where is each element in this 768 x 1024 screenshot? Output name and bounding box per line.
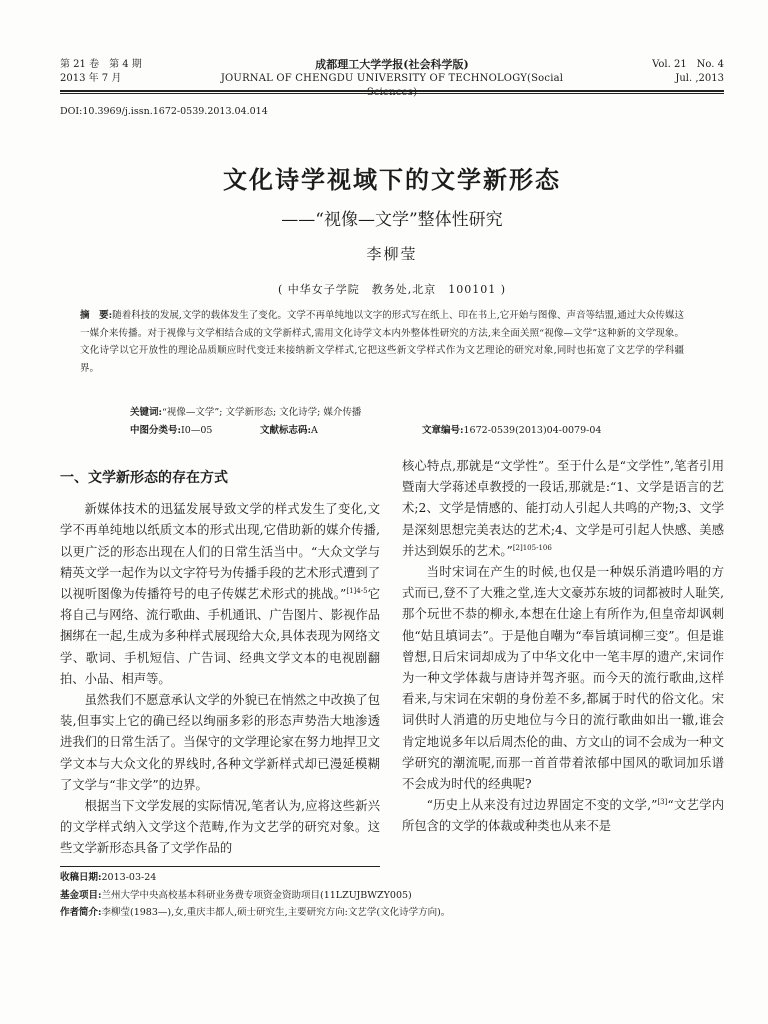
- keywords-text: “视像—文学”; 文学新形态; 文化诗学; 媒介传播: [162, 407, 362, 418]
- received-label: 收稿日期:: [60, 872, 102, 883]
- paragraph-text: “历史上从来没有过边界固定不变的文学,”: [426, 798, 658, 813]
- fund-project: [60, 887, 724, 905]
- citation: [2]105-106: [512, 543, 552, 552]
- journal-name-en: JOURNAL OF CHENGDU UNIVERSITY OF TECHNOLOGY(Social Sciences): [220, 73, 564, 98]
- article-value: 1672-0539(2013)04-0079-04: [463, 425, 602, 436]
- paragraph: [60, 499, 380, 690]
- keywords-label: 关键词:: [130, 407, 163, 418]
- paragraph: [402, 456, 724, 562]
- body-column-right: [402, 456, 724, 838]
- bio-value: 李柳莹(1983—),女,重庆丰都人,硕士研究生,主要研究方向:文艺学(文化诗学方向)。: [101, 907, 451, 918]
- received-date: [60, 869, 724, 887]
- doc-label: 文献标志码:: [260, 425, 312, 436]
- volume-issue-cn: 第 21 卷 第 4 期: [60, 59, 142, 70]
- paragraph-text: 它将自己与网络、流行歌曲、手机通讯、广告图片、影视作品捆绑在一起,生成为多种样式展现给大众,具体表现为网络文学、歌词、手机短信、广告词、经典文学文本的电视剧翻拍、小品、相声等。: [60, 587, 380, 686]
- volume-issue-en: Vol. 21 No. 4: [652, 59, 724, 70]
- paragraph-text: 新媒体技术的迅猛发展导致文学的样式发生了变化,文学不再单纯地以纸质文本的形式出现,它借助新的媒介传播,以更广泛的形态出现在人们的日常生活当中。“大众文学与精英文学一起作为以文字符号为传播手段的艺术形式遭到了以视听图像为传播符号的电子传媒艺术形式的挑战。”: [60, 502, 380, 602]
- abstract-label: 摘 要:: [80, 310, 113, 321]
- footnote-rule: [60, 866, 380, 867]
- header-rule: [60, 90, 724, 92]
- abstract: [80, 307, 684, 377]
- clc-label: 中图分类号:: [130, 425, 182, 436]
- body-column-left: [60, 468, 380, 860]
- article-subtitle: ——“视像—文学”整体性研究: [281, 210, 503, 230]
- paragraph-text: “文艺学内所包含的文学的体裁或种类也从来不是: [402, 798, 724, 834]
- bio-label: 作者简介:: [60, 907, 102, 918]
- doi: DOI:10.3969/j.issn.1672-0539.2013.04.014: [60, 106, 268, 117]
- paragraph: [402, 795, 724, 837]
- footnotes: [60, 869, 724, 922]
- paragraph: 当时宋词在产生的时候,也仅是一种娱乐消遣吟唱的方式而已,登不了大雅之堂,连大文豪苏东坡的词都被时人耻笑,那个玩世不恭的柳永,本想在仕途上有所作为,但皇帝却讽刺他“姑且填词去”。于是他自嘲为“奉旨填词柳三变”。但是谁曾想,日后宋词却成为了中华文化中一笔丰厚的遗产,宋词作为一种文学体裁与唐诗并驾齐驱。而今天的流行歌曲,这样看来,与宋词在宋朝的身份差不多,都属于时代的俗文化。宋词供时人消遣的历史地位与今日的流行歌曲如出一辙,谁会肯定地说多年以后周杰伦的曲、方文山的词不会成为一种文学研究的潮流呢,而那一首首带着浓郁中国风的歌词加乐谱不会成为时代的经典呢?: [402, 565, 724, 792]
- keywords: [130, 404, 361, 418]
- date-cn: 2013 年 7 月: [60, 73, 122, 84]
- header-right: [652, 58, 724, 86]
- citation: [3]: [657, 798, 668, 807]
- section-heading: 一、文学新形态的存在方式: [60, 470, 228, 486]
- abstract-text: 随着科技的发展,文学的载体发生了变化。文学不再单纯地以文字的形式写在纸上、印在书上,它开始与图像、声音等结盟,通过大众传媒这一媒介来传播。对于视像与文学相结合成的文学新样式,需用文化诗学文本内外整体性研究的方法,来全面关照“视像—文学”这种新的文学现象。文化诗学以它开放性的理论品质顺应时代变迁来接纳新文学样式,它把这些新文学样式作为文艺理论的研究对象,同时也拓宽了文艺学的学科疆界。: [80, 310, 684, 374]
- clc-value: I0—05: [181, 425, 213, 436]
- document-code: [260, 422, 318, 436]
- clc-number: [130, 422, 212, 436]
- date-en: Jul. ,2013: [675, 73, 724, 84]
- paragraph-text: 核心特点,那就是“文学性”。至于什么是“文学性”,笔者引用暨南大学蒋述卓教授的一段话,那就是:“1、文学是语言的艺术;2、文学是情感的、能打动人引起人共鸣的产物;3、文学是深刻思想完美表达的艺术;4、文学是可引起人快感、美感并达到娱乐的艺术。”: [402, 459, 724, 558]
- article-label: 文章编号:: [422, 425, 464, 436]
- author-name: 李柳莹: [366, 245, 418, 263]
- citation: [1]4-5: [346, 586, 368, 595]
- paragraph: 根据当下文学发展的实际情况,笔者认为,应将这些新兴的文学样式纳入文学这个范畴,作为文艺学的研究对象。这些文学新形态具备了文学作品的: [60, 799, 380, 856]
- fund-value: 兰州大学中央高校基本科研业务费专项资金资助项目(11LZUJBWZY005): [101, 889, 412, 901]
- fund-label: 基金项目:: [60, 889, 102, 901]
- running-header: [60, 58, 724, 98]
- article-number: [422, 422, 601, 436]
- received-value: 2013-03-24: [101, 872, 157, 883]
- paragraph: 虽然我们不愿意承认文学的外貌已在悄然之中改换了包装,但事实上它的确已经以绚丽多彩的形态声势浩大地渗透进我们的日常生活了。当保守的文学理论家在努力地捍卫文学文本与大众文化的界线时,各种文学新样式却已漫延模糊了文学与“非文学”的边界。: [60, 693, 380, 792]
- author-affiliation: ( 中华女子学院 教务处,北京 100101 ): [277, 283, 507, 296]
- doc-value: A: [311, 425, 318, 436]
- journal-name-cn: 成都理工大学学报(社会科学版): [315, 58, 469, 71]
- header-rule-thin: [60, 93, 724, 94]
- author-bio: [60, 904, 724, 922]
- article-title: 文化诗学视域下的文学新形态: [223, 165, 561, 194]
- header-left: [60, 58, 142, 86]
